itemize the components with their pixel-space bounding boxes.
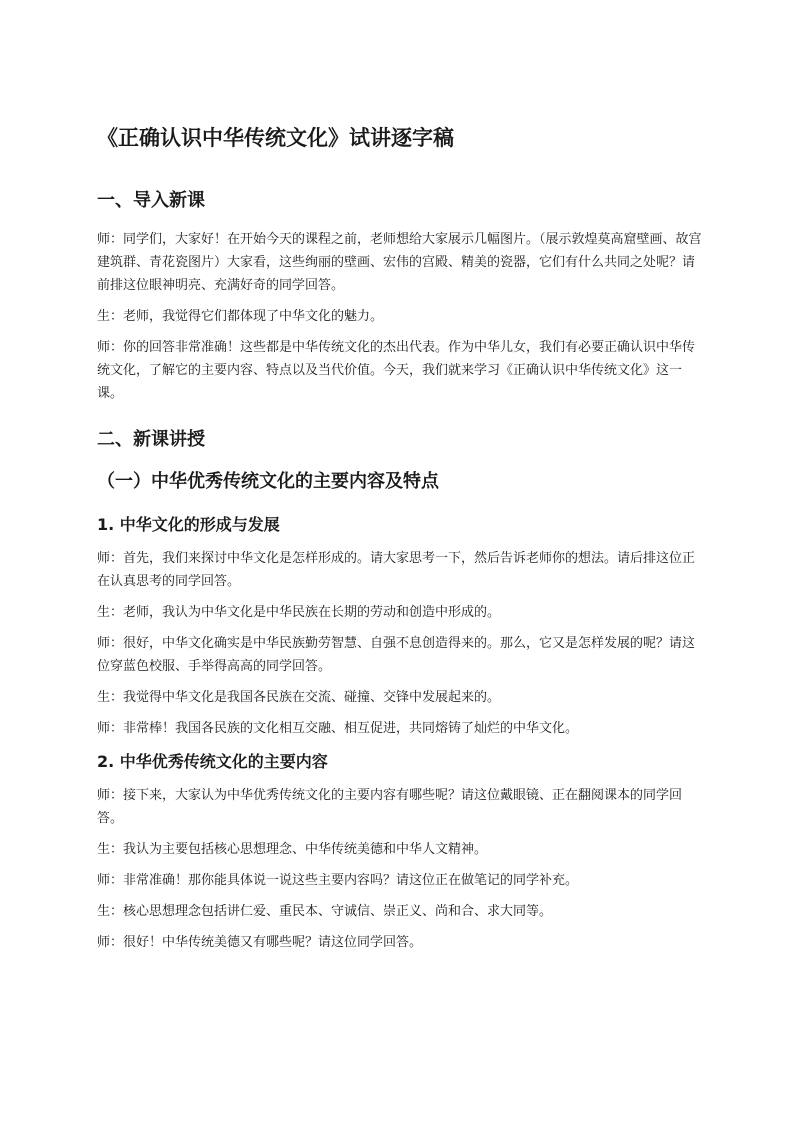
- part-heading-content: 2. 中华优秀传统文化的主要内容: [97, 752, 328, 771]
- paragraph: 生：我认为主要包括核心思想理念、中华传统美德和中华人文精神。: [97, 842, 488, 857]
- paragraph: 师：非常准确！那你能具体说一说这些主要内容吗？请这位正在做笔记的同学补充。: [97, 873, 579, 888]
- paragraph: 师：很好！中华传统美德又有哪些呢？请这位同学回答。: [97, 935, 423, 950]
- paragraph: 师：首先，我们来探讨中华文化是怎样形成的。请大家思考一下，然后告诉老师你的想法。请后排这位正在认真思考的同学回答。: [97, 551, 696, 589]
- paragraph: 生：核心思想理念包括讲仁爱、重民本、守诚信、崇正义、尚和合、求大同等。: [97, 904, 553, 919]
- section-heading-lecture: 二、新课讲授: [97, 429, 205, 450]
- document-title: 《正确认识中华传统文化》试讲逐字稿: [97, 126, 454, 150]
- paragraph: 师：很好，中华文化确实是中华民族勤劳智慧、自强不息创造得来的。那么，它又是怎样发展的呢？请这位穿蓝色校服、手举得高高的同学回答。: [97, 636, 696, 674]
- paragraph: 生：老师，我觉得它们都体现了中华文化的魅力。: [97, 309, 384, 324]
- part-heading-formation: 1. 中华文化的形成与发展: [97, 515, 280, 534]
- paragraph: 师：非常棒！我国各民族的文化相互交融、相互促进，共同熔铸了灿烂的中华文化。: [97, 721, 579, 736]
- paragraph: 师：接下来，大家认为中华优秀传统文化的主要内容有哪些呢？请这位戴眼镜、正在翻阅课本的同学回答。: [97, 788, 683, 826]
- paragraph: 生：老师，我认为中华文化是中华民族在长期的劳动和创造中形成的。: [97, 605, 501, 620]
- paragraph: 生：我觉得中华文化是我国各民族在交流、碰撞、交锋中发展起来的。: [97, 690, 501, 705]
- section-heading-intro: 一、导入新课: [97, 190, 205, 211]
- paragraph: 师：同学们，大家好！在开始今天的课程之前，老师想给大家展示几幅图片。（展示敦煌莫高窟壁画、故宫建筑群、青花瓷图片）大家看，这些绚丽的壁画、宏伟的宫殿、精美的瓷器，它们有什么共同之处呢？请前排这位眼神明亮、充满好奇的同学回答。: [97, 232, 702, 293]
- document-page: [97, 118, 703, 962]
- subsection-heading: （一）中华优秀传统文化的主要内容及特点: [97, 471, 439, 492]
- paragraph: 师：你的回答非常准确！这些都是中华传统文化的杰出代表。作为中华儿女，我们有必要正确认识中华传统文化，了解它的主要内容、特点以及当代价值。今天，我们就来学习《正确认识中华传统文化》这一课。: [97, 340, 696, 401]
